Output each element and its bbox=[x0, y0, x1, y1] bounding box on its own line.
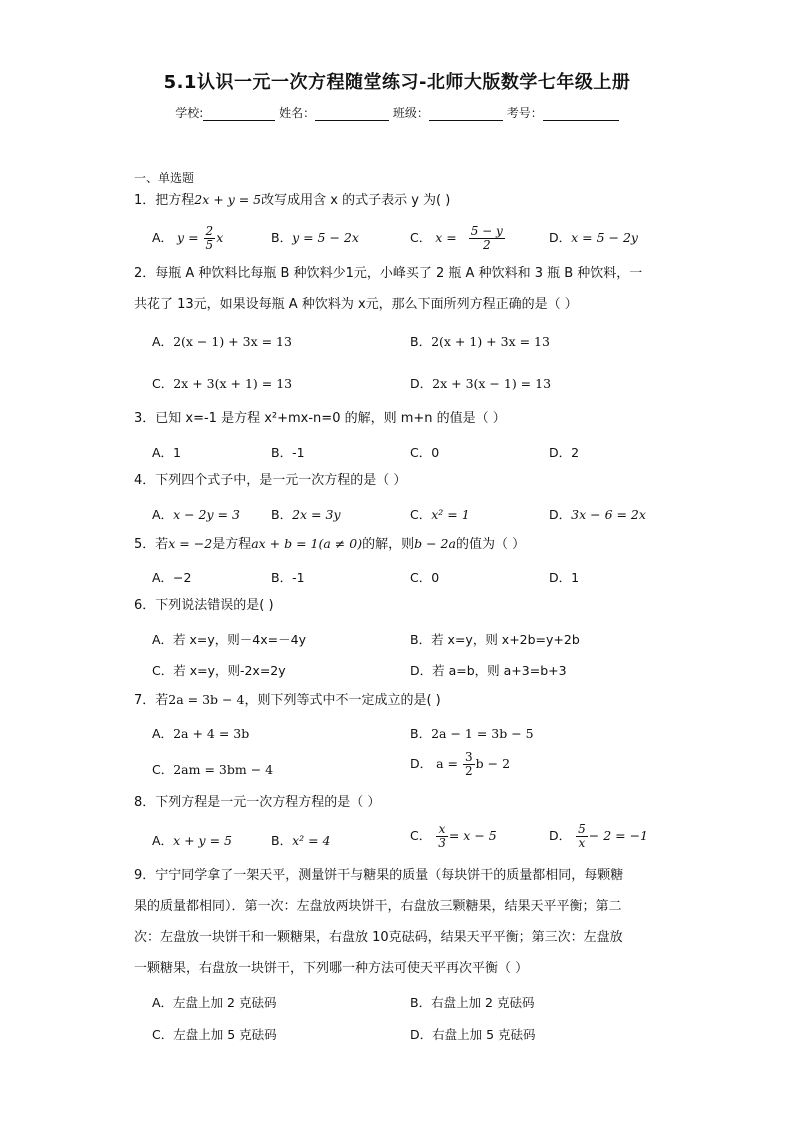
question-6: 6．下列说法错误的是( ) bbox=[134, 598, 274, 613]
q4-option-c[interactable]: C．x² = 1 bbox=[410, 507, 470, 522]
section-title: 一、单选题 bbox=[134, 171, 195, 185]
q1-option-c[interactable]: C． x = $\frac{5 - y}{2}$ bbox=[410, 224, 503, 252]
q5-option-b[interactable]: B．-1 bbox=[271, 570, 305, 585]
q9-option-d[interactable]: D．右盘上加 5 克砝码 bbox=[410, 1027, 536, 1042]
q1-option-b[interactable]: B．y = 5 − 2x bbox=[271, 230, 359, 245]
name-blank[interactable] bbox=[315, 106, 389, 121]
q5-option-d[interactable]: D．1 bbox=[549, 570, 580, 585]
exam-no-blank[interactable] bbox=[543, 106, 619, 121]
page-title: 5.1认识一元一次方程随堂练习-北师大版数学七年级上册 bbox=[163, 72, 631, 93]
question-1: 1．把方程2x + y = 5改写成用含 x 的式子表示 y 为( ) bbox=[134, 192, 451, 208]
class-label: 班级： bbox=[392, 106, 429, 120]
q3-option-d[interactable]: D．2 bbox=[549, 445, 580, 460]
q6-option-c[interactable]: C．若 x=y，则-2x=2y bbox=[152, 663, 286, 678]
q3-option-b[interactable]: B．-1 bbox=[271, 445, 305, 460]
q4-option-a[interactable]: A．x − 2y = 3 bbox=[152, 507, 240, 522]
q2-option-b[interactable]: B．2(x + 1) + 3x = 13 bbox=[410, 334, 550, 349]
q2-option-d[interactable]: D．2x + 3(x − 1) = 13 bbox=[410, 376, 552, 391]
q9-option-c[interactable]: C．左盘上加 5 克砝码 bbox=[152, 1027, 277, 1042]
q9-option-b[interactable]: B．右盘上加 2 克砝码 bbox=[410, 995, 535, 1010]
school-label: 学校: bbox=[175, 106, 204, 120]
q8-option-d[interactable]: D． $\frac{5}{x}$ − 2 = −1 bbox=[549, 822, 649, 850]
question-9: 9．宁宁同学拿了一架天平，测量饼干与糖果的质量（每块饼干的质量都相同，每颗糖 果的质量都相同）．第一次：左盘放两块饼干，右盘放三颗糖果，结果天平平衡；第二 次：左盘放一块饼干和一颗糖果，右盘放 10克砝码，结果天平平衡；第三次：左盘放 一颗糖果，右盘放一块饼干，下列哪一种方法可使天平再次平衡（ ） bbox=[134, 868, 624, 976]
q1-option-d[interactable]: D．x = 5 − 2y bbox=[549, 230, 638, 245]
q2-option-c[interactable]: C．2x + 3(x + 1) = 13 bbox=[152, 376, 293, 391]
q2-option-a[interactable]: A．2(x − 1) + 3x = 13 bbox=[152, 334, 292, 349]
q5-option-c[interactable]: C．0 bbox=[410, 570, 440, 585]
exam-no-label: 考号： bbox=[506, 106, 543, 120]
question-8: 8．下列方程是一元一次方程方程的是（ ） bbox=[134, 795, 381, 810]
q7-option-d[interactable]: D． a = $\frac{3}{2}$ b − 2 bbox=[410, 750, 511, 778]
q7-option-c[interactable]: C．2am = 3bm − 4 bbox=[152, 762, 274, 777]
q5-option-a[interactable]: A．−2 bbox=[152, 570, 192, 585]
q8-option-a[interactable]: A．x + y = 5 bbox=[152, 833, 232, 848]
question-3: 3．已知 x=-1 是方程 x²+mx-n=0 的解，则 m+n 的值是（ ） bbox=[134, 411, 506, 426]
question-7: 7．若2a = 3b − 4，则下列等式中不一定成立的是( ) bbox=[134, 692, 441, 708]
question-2: 2．每瓶 A 种饮料比每瓶 B 种饮料少1元，小峰买了 2 瓶 A 种饮料和 3 瓶 B 种饮料，一 共花了 13元，如果设每瓶 A 种饮料为 x元，那么下面所列方程正确的是（ ） bbox=[134, 266, 643, 312]
q8-option-c[interactable]: C． $\frac{x}{3}$ = x − 5 bbox=[410, 822, 497, 850]
q4-option-d[interactable]: D．3x − 6 = 2x bbox=[549, 507, 646, 522]
q8-option-b[interactable]: B．x² = 4 bbox=[271, 833, 331, 848]
question-4: 4．下列四个式子中，是一元一次方程的是（ ） bbox=[134, 473, 407, 488]
q6-option-a[interactable]: A．若 x=y，则－4x=－4y bbox=[152, 632, 306, 647]
q6-option-b[interactable]: B．若 x=y，则 x+2b=y+2b bbox=[410, 632, 580, 647]
class-blank[interactable] bbox=[429, 106, 503, 121]
q4-option-b[interactable]: B．2x = 3y bbox=[271, 507, 341, 522]
q9-option-a[interactable]: A．左盘上加 2 克砝码 bbox=[152, 995, 277, 1010]
q7-option-b[interactable]: B．2a − 1 = 3b − 5 bbox=[410, 726, 534, 741]
q6-option-d[interactable]: D．若 a=b，则 a+3=b+3 bbox=[410, 663, 567, 678]
student-info-row bbox=[0, 104, 794, 121]
q1-equation: 2x + y = 5 bbox=[194, 192, 262, 207]
q1-option-a[interactable]: A． y = $\frac{2}{5}$ x bbox=[152, 224, 224, 252]
q3-option-a[interactable]: A．1 bbox=[152, 445, 182, 460]
question-5: 5．若x = −2是方程ax + b = 1(a ≠ 0)的解，则b − 2a的值为（ ） bbox=[134, 536, 526, 552]
name-label: 姓名： bbox=[279, 106, 316, 120]
q7-option-a[interactable]: A．2a + 4 = 3b bbox=[152, 726, 250, 741]
q3-option-c[interactable]: C．0 bbox=[410, 445, 440, 460]
school-blank[interactable] bbox=[203, 106, 275, 121]
